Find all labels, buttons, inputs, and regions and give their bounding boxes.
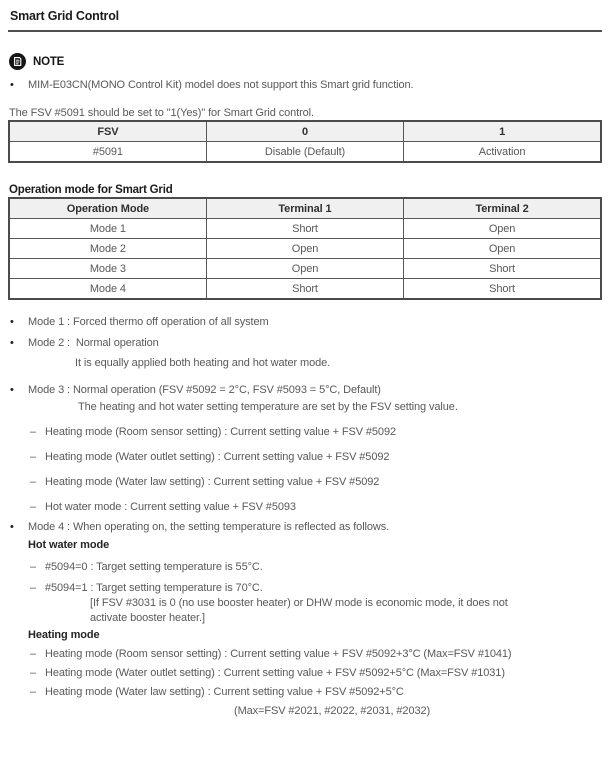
mode2-text: Mode 2 : Normal operation	[28, 337, 159, 349]
mode3-sub-text: Hot water mode : Current setting value + FSV #5093	[45, 501, 296, 513]
hot-water-item-text: #5094=1 : Target setting temperature is 70°C.	[45, 582, 263, 594]
fsv-table-row	[9, 142, 601, 163]
mode3-continuation: The heating and hot water setting temperature are set by the FSV setting value.	[78, 401, 458, 413]
operation-table-cell: Mode 4	[9, 279, 206, 300]
operation-table-row	[9, 259, 601, 279]
dash-marker: –	[30, 667, 37, 679]
operation-table-header-row	[9, 198, 601, 219]
fsv-table-cell: Activation	[404, 142, 601, 163]
fsv-table-header: 0	[206, 121, 403, 142]
mode3-text: Mode 3 : Normal operation (FSV #5092 = 2°C, FSV #5093 = 5°C, Default)	[28, 384, 381, 396]
operation-section-heading: Operation mode for Smart Grid	[9, 184, 173, 196]
operation-table-cell: Open	[206, 239, 403, 259]
operation-table-cell: Short	[404, 259, 601, 279]
operation-table-cell: Mode 2	[9, 239, 206, 259]
fsv-table-header-row	[9, 121, 601, 142]
heating-mode-item	[30, 686, 610, 699]
operation-mode-table	[8, 197, 602, 300]
note-icon	[9, 53, 26, 70]
dash-marker: –	[30, 582, 37, 594]
heating-mode-item	[30, 667, 610, 680]
dash-marker: –	[30, 476, 37, 488]
bullet-marker: •	[10, 316, 14, 328]
hot-water-heading: Hot water mode	[28, 539, 110, 551]
operation-table-cell: Open	[404, 219, 601, 239]
hot-water-item-continuation: [If FSV #3031 is 0 (no use booster heater) or DHW mode is economic mode, it does not	[90, 597, 508, 609]
dash-marker: –	[30, 686, 37, 698]
heating-mode-item-text: Heating mode (Water law setting) : Current setting value + FSV #5092+5°C	[45, 686, 404, 698]
fsv-table-header: 1	[404, 121, 601, 142]
bullet-marker: •	[10, 337, 14, 349]
mode3-sub-item	[30, 426, 610, 439]
mode3-sub-item	[30, 451, 610, 464]
mode2-continuation: It is equally applied both heating and hot water mode.	[75, 357, 331, 369]
operation-table-cell: Open	[206, 259, 403, 279]
mode3-sub-item	[30, 476, 610, 489]
hot-water-item	[30, 561, 610, 574]
operation-table-header: Terminal 2	[404, 198, 601, 219]
heating-mode-item-text: Heating mode (Water outlet setting) : Current setting value + FSV #5092+5°C (Max=FSV #1031)	[45, 667, 505, 679]
operation-table-row	[9, 279, 601, 300]
note-label: NOTE	[33, 55, 65, 68]
heating-mode-item	[30, 648, 610, 661]
operation-table-header: Operation Mode	[9, 198, 206, 219]
operation-table-header: Terminal 1	[206, 198, 403, 219]
mode3-sub-text: Heating mode (Room sensor setting) : Current setting value + FSV #5092	[45, 426, 396, 438]
note-bullet-item	[10, 79, 610, 92]
note-header	[9, 53, 610, 70]
hot-water-item-continuation: activate booster heater.]	[90, 612, 205, 624]
fsv-table-cell: #5091	[9, 142, 206, 163]
mode4-text: Mode 4 : When operating on, the setting temperature is reflected as follows.	[28, 521, 390, 533]
mode4-item	[10, 521, 610, 534]
page-title: Smart Grid Control	[10, 9, 119, 23]
mode3-sub-text: Heating mode (Water outlet setting) : Current setting value + FSV #5092	[45, 451, 390, 463]
mode3-sub-text: Heating mode (Water law setting) : Current setting value + FSV #5092	[45, 476, 380, 488]
bullet-marker: •	[10, 384, 14, 396]
heating-mode-heading: Heating mode	[28, 629, 100, 641]
mode2-item	[10, 337, 610, 350]
mode3-item	[10, 384, 610, 397]
title-divider	[8, 30, 602, 32]
operation-table-cell: Short	[404, 279, 601, 300]
dash-marker: –	[30, 648, 37, 660]
heating-mode-item-continuation: (Max=FSV #2021, #2022, #2031, #2032)	[234, 705, 431, 717]
dash-marker: –	[30, 451, 37, 463]
operation-table-cell: Open	[404, 239, 601, 259]
dash-marker: –	[30, 426, 37, 438]
fsv-table-header: FSV	[9, 121, 206, 142]
operation-table-row	[9, 239, 601, 259]
mode1-item	[10, 316, 610, 329]
operation-table-cell: Mode 3	[9, 259, 206, 279]
fsv-table	[8, 120, 602, 163]
operation-table-cell: Short	[206, 219, 403, 239]
operation-table-row	[9, 219, 601, 239]
dash-marker: –	[30, 501, 37, 513]
heating-mode-item-text: Heating mode (Room sensor setting) : Current setting value + FSV #5092+3°C (Max=FSV #1041)	[45, 648, 512, 660]
operation-table-cell: Mode 1	[9, 219, 206, 239]
mode1-text: Mode 1 : Forced thermo off operation of all system	[28, 316, 269, 328]
fsv-table-cell: Disable (Default)	[206, 142, 403, 163]
dash-marker: –	[30, 561, 37, 573]
note-bullet-text: MIM-E03CN(MONO Control Kit) model does not support this Smart grid function.	[28, 79, 414, 91]
bullet-marker: •	[10, 521, 14, 533]
operation-table-cell: Short	[206, 279, 403, 300]
intro-text: The FSV #5091 should be set to "1(Yes)" for Smart Grid control.	[9, 107, 314, 119]
hot-water-item	[30, 582, 610, 595]
bullet-marker: •	[10, 79, 14, 91]
hot-water-item-text: #5094=0 : Target setting temperature is 55°C.	[45, 561, 263, 573]
mode3-sub-item	[30, 501, 610, 514]
